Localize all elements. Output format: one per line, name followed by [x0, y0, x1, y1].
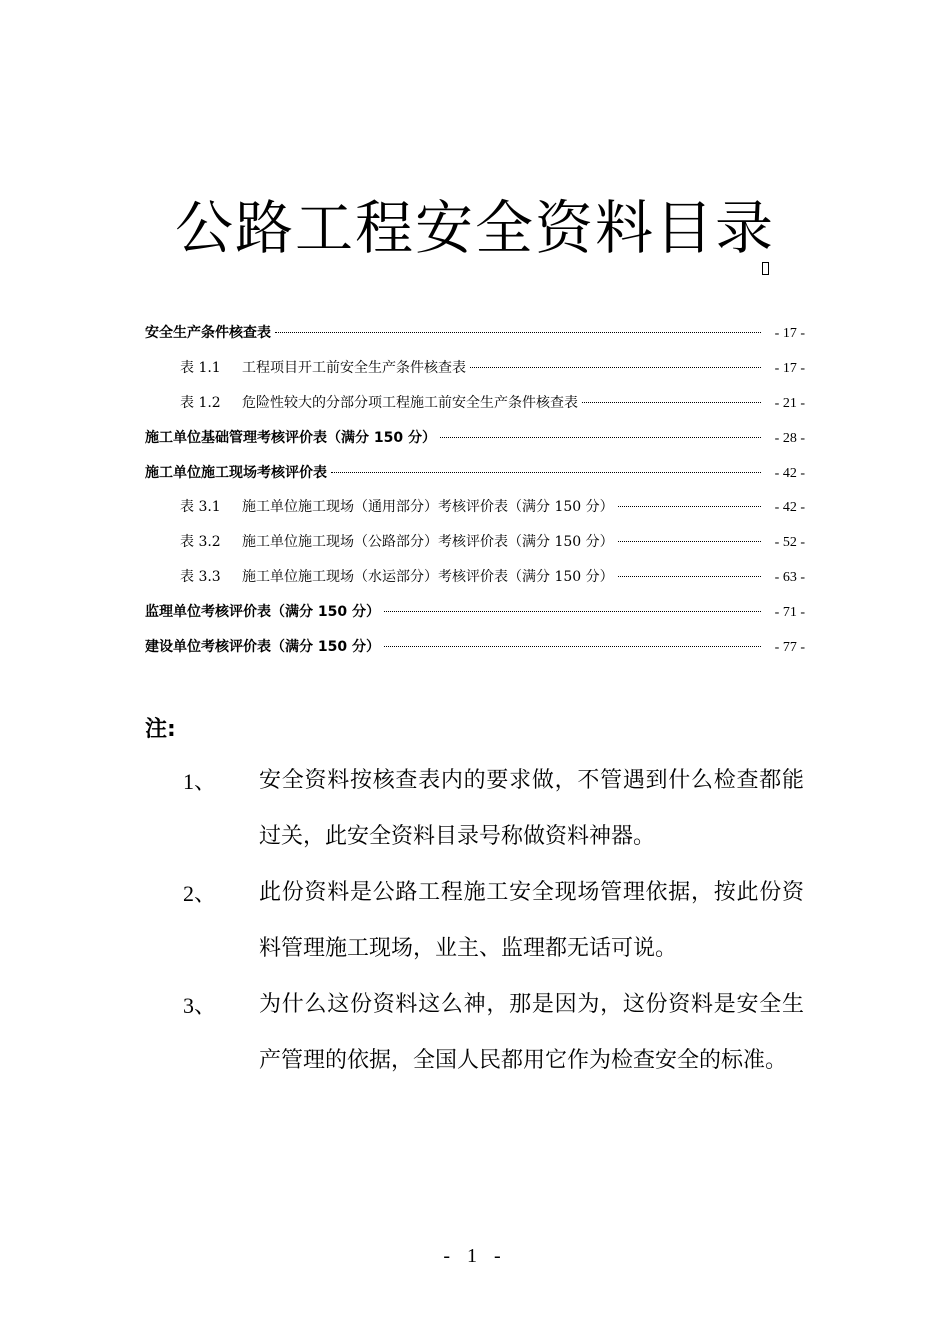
note-text: 此份资料是公路工程施工安全现场管理依据，按此份资料管理施工现场，业主、监理都无话可说。: [259, 880, 804, 961]
toc-entry-number: 表 1.1: [180, 360, 221, 376]
note-number: 1、: [183, 769, 217, 794]
toc-entry[interactable]: [0, 392, 950, 414]
toc-entry-label: [180, 531, 614, 551]
toc-entry-label: [180, 496, 614, 516]
toc-entry-label: [180, 357, 466, 377]
toc-entry-page: - 77 -: [774, 640, 805, 655]
placeholder-glyph-icon: [762, 262, 769, 275]
toc-entry-page: - 52 -: [774, 535, 805, 550]
toc-entry-page: - 42 -: [774, 500, 805, 515]
toc-entry[interactable]: [0, 496, 950, 518]
toc-entry[interactable]: [0, 322, 950, 344]
toc-entry-label: 建设单位考核评价表（满分 150 分）: [145, 639, 380, 655]
toc-entry-page: - 17 -: [774, 361, 805, 376]
document-title: 公路工程安全资料目录: [174, 194, 775, 262]
toc-entry-page: - 21 -: [774, 396, 805, 411]
toc-leader-dots: [440, 437, 761, 438]
toc-entry[interactable]: [0, 427, 950, 449]
toc-entry-text: 工程项目开工前安全生产条件核查表: [242, 360, 466, 376]
toc-entry-label: 安全生产条件核查表: [145, 325, 271, 341]
toc-entry-label: [180, 392, 578, 412]
note-heading: 注:: [145, 717, 176, 742]
toc-leader-dots: [384, 611, 761, 612]
toc-entry[interactable]: [0, 566, 950, 588]
toc-entry[interactable]: [0, 531, 950, 553]
toc-leader-dots: [331, 472, 761, 473]
toc-leader-dots: [470, 367, 761, 368]
toc-entry-label: 监理单位考核评价表（满分 150 分）: [145, 604, 380, 620]
note-number: 3、: [183, 993, 217, 1018]
toc-leader-dots: [618, 506, 761, 507]
toc-entry-label: 施工单位基础管理考核评价表（满分 150 分）: [145, 430, 436, 446]
toc-entry-text: 危险性较大的分部分项工程施工前安全生产条件核查表: [242, 395, 578, 411]
note-text: 安全资料按核查表内的要求做，不管遇到什么检查都能过关，此安全资料目录号称做资料神器。: [259, 768, 804, 849]
toc-entry-label: [180, 566, 614, 586]
toc-entry-number: 表 1.2: [180, 395, 221, 411]
toc-entry-page: - 71 -: [774, 605, 805, 620]
toc-entry-number: 表 3.3: [180, 569, 221, 585]
toc-entry-number: 表 3.2: [180, 534, 221, 550]
toc-leader-dots: [275, 332, 761, 333]
toc-entry[interactable]: [0, 462, 950, 484]
toc-entry-label: 施工单位施工现场考核评价表: [145, 465, 327, 481]
toc-entry-text: 施工单位施工现场（公路部分）考核评价表（满分 150 分）: [242, 534, 614, 550]
toc-entry-text: 施工单位施工现场（通用部分）考核评价表（满分 150 分）: [242, 499, 614, 515]
toc-entry-page: - 42 -: [774, 466, 805, 481]
toc-entry[interactable]: [0, 601, 950, 623]
toc-leader-dots: [618, 576, 761, 577]
toc-entry-page: - 28 -: [774, 431, 805, 446]
note-number: 2、: [183, 881, 217, 906]
toc-entry[interactable]: [0, 636, 950, 658]
toc-entry-text: 施工单位施工现场（水运部分）考核评价表（满分 150 分）: [242, 569, 614, 585]
toc-entry[interactable]: [0, 357, 950, 379]
toc-entry-page: - 17 -: [774, 326, 805, 341]
page-number: - 1 -: [443, 1245, 507, 1267]
toc-leader-dots: [384, 646, 761, 647]
toc-entry-number: 表 3.1: [180, 499, 221, 515]
toc-leader-dots: [582, 402, 761, 403]
toc-leader-dots: [618, 541, 761, 542]
toc-entry-page: - 63 -: [774, 570, 805, 585]
note-text: 为什么这份资料这么神，那是因为，这份资料是安全生产管理的依据，全国人民都用它作为检查安全的标准。: [259, 992, 804, 1073]
